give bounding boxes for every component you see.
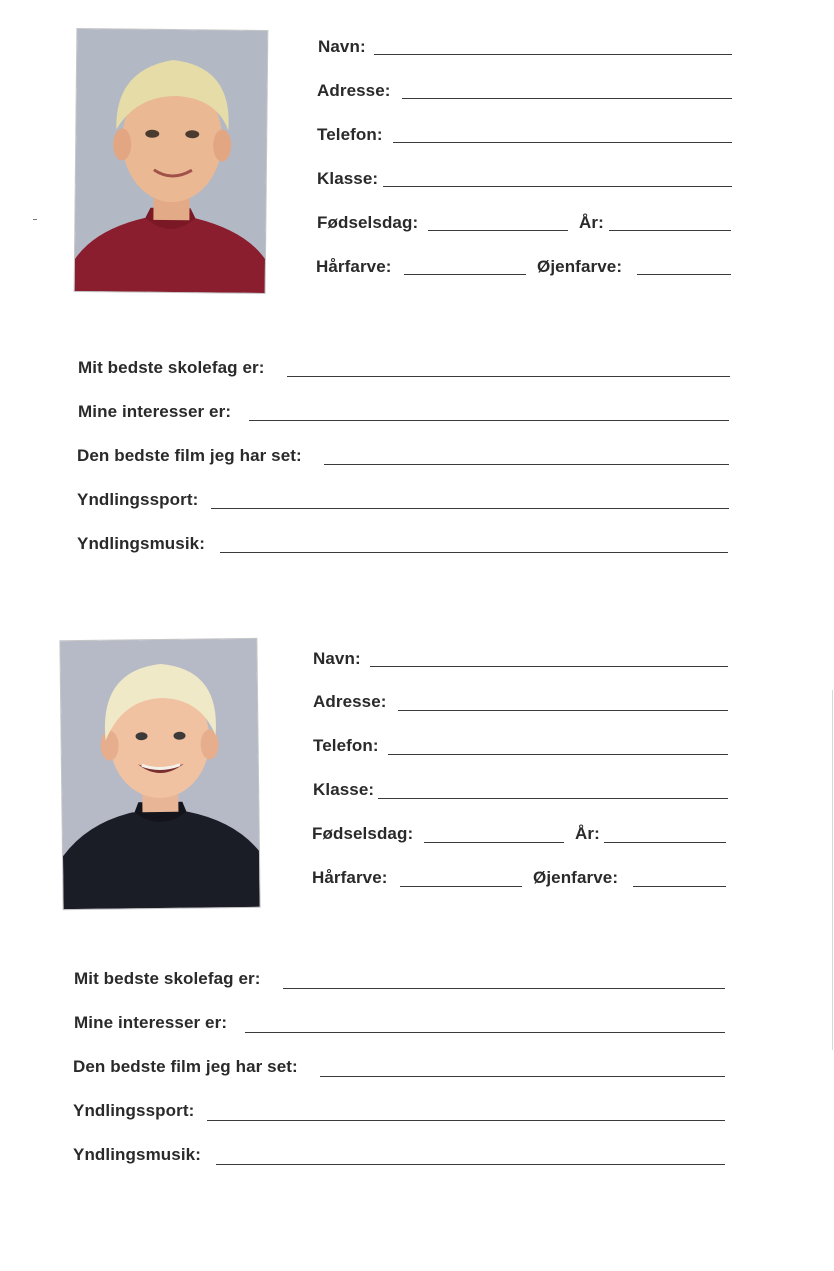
scan-edge <box>832 690 833 1050</box>
year-label: År: <box>575 824 600 843</box>
interests-label: Mine interesser er: <box>78 402 232 421</box>
profile-card-1 <box>0 0 834 610</box>
hair-color-label: Hårfarve: <box>316 257 392 276</box>
scan-mark <box>33 219 37 220</box>
favorite-music-label: Yndlingsmusik: <box>73 1145 201 1164</box>
birthday-label: Fødselsdag: <box>317 213 419 232</box>
best-film-label: Den bedste film jeg har set: <box>77 446 302 465</box>
name-label: Navn: <box>313 649 361 668</box>
student-photo-1 <box>75 29 268 293</box>
name-line[interactable] <box>374 54 732 55</box>
eye-color-label: Øjenfarve: <box>537 257 623 276</box>
best-subject-line[interactable] <box>287 376 730 377</box>
interests-line[interactable] <box>245 1032 725 1033</box>
phone-label: Telefon: <box>317 125 383 144</box>
profile-card-2 <box>0 610 834 1220</box>
hair-color-label: Hårfarve: <box>312 868 388 887</box>
address-line[interactable] <box>398 710 728 711</box>
birthday-label: Fødselsdag: <box>312 824 414 843</box>
favorite-sport-line[interactable] <box>207 1120 725 1121</box>
favorite-sport-label: Yndlingssport: <box>77 490 199 509</box>
name-line[interactable] <box>370 666 728 667</box>
class-line[interactable] <box>378 798 728 799</box>
interests-line[interactable] <box>249 420 729 421</box>
phone-line[interactable] <box>388 754 728 755</box>
favorite-music-line[interactable] <box>216 1164 725 1165</box>
eye-color-line[interactable] <box>637 274 731 275</box>
interests-label: Mine interesser er: <box>74 1013 228 1032</box>
student-photo-2 <box>60 639 259 909</box>
best-film-label: Den bedste film jeg har set: <box>73 1057 298 1076</box>
best-subject-label: Mit bedste skolefag er: <box>78 358 265 377</box>
birthday-line[interactable] <box>424 842 564 843</box>
class-label: Klasse: <box>313 780 375 799</box>
eye-color-label: Øjenfarve: <box>533 868 619 887</box>
address-label: Adresse: <box>317 81 391 100</box>
best-film-line[interactable] <box>320 1076 725 1077</box>
class-label: Klasse: <box>317 169 379 188</box>
favorite-music-label: Yndlingsmusik: <box>77 534 205 553</box>
name-label: Navn: <box>318 37 366 56</box>
year-line[interactable] <box>609 230 731 231</box>
hair-color-line[interactable] <box>400 886 522 887</box>
best-subject-line[interactable] <box>283 988 725 989</box>
phone-line[interactable] <box>393 142 732 143</box>
portrait-boy-1 <box>75 29 268 293</box>
favorite-music-line[interactable] <box>220 552 728 553</box>
address-label: Adresse: <box>313 692 387 711</box>
best-subject-label: Mit bedste skolefag er: <box>74 969 261 988</box>
birthday-line[interactable] <box>428 230 568 231</box>
hair-color-line[interactable] <box>404 274 526 275</box>
phone-label: Telefon: <box>313 736 379 755</box>
favorite-sport-line[interactable] <box>211 508 729 509</box>
year-line[interactable] <box>604 842 726 843</box>
year-label: År: <box>579 213 604 232</box>
class-line[interactable] <box>383 186 732 187</box>
eye-color-line[interactable] <box>633 886 726 887</box>
favorite-sport-label: Yndlingssport: <box>73 1101 195 1120</box>
best-film-line[interactable] <box>324 464 729 465</box>
address-line[interactable] <box>402 98 732 99</box>
portrait-boy-2 <box>60 639 259 909</box>
